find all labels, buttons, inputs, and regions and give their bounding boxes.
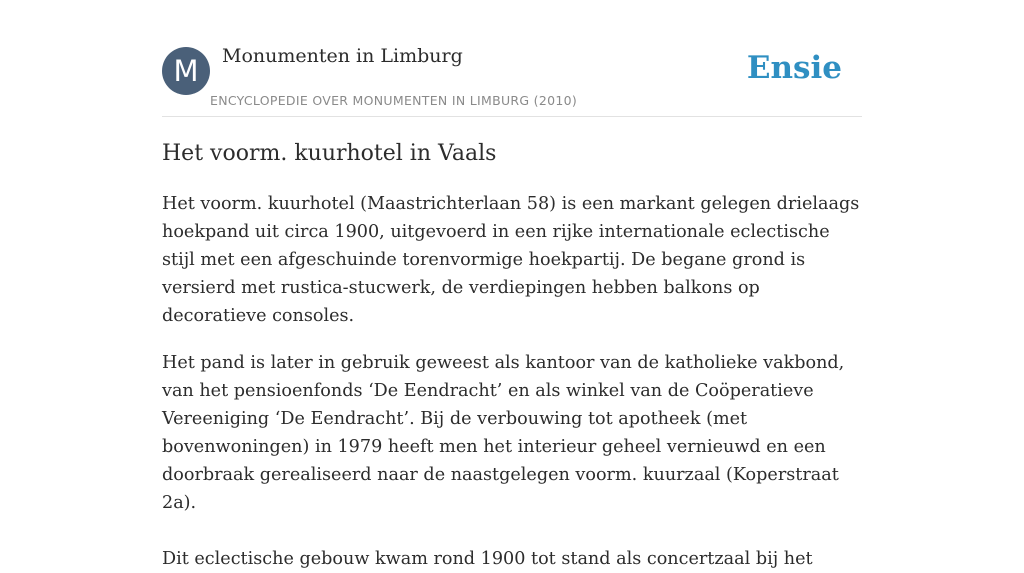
source-avatar[interactable]: M bbox=[162, 47, 210, 95]
source-header bbox=[162, 0, 862, 117]
ensie-logo[interactable]: Ensie bbox=[746, 50, 842, 86]
article-paragraph-1: Het voorm. kuurhotel (Maastrichterlaan 58) is een markant gelegen drielaags hoekpand uit circa 1900, uitgevoerd in een rijke internationale eclectische stijl met een afgeschuinde torenvormige hoekpartij. De begane grond is versierd met rustica-stucwerk, de verdiepingen hebben balkons op decoratieve consoles. bbox=[162, 194, 860, 326]
source-title-link[interactable]: Monumenten in Limburg bbox=[222, 45, 463, 67]
article-title: Het voorm. kuurhotel in Vaals bbox=[162, 141, 497, 166]
article-paragraph-3: Dit eclectische gebouw kwam rond 1900 tot stand als concertzaal bij het bbox=[162, 549, 813, 569]
article-paragraph-2: Het pand is later in gebruik geweest als kantoor van de katholieke vakbond, van het pensioenfonds ‘De Eendracht’ en als winkel van de Coöperatieve Vereeniging ‘De Eendracht’. Bij de verbouwing tot apotheek (met bovenwoningen) in 1979 heeft men het interieur geheel vernieuwd en een doorbraak gerealiseerd naar de naastgelegen voorm. kuurzaal (Koperstraat 2a). bbox=[162, 353, 845, 513]
source-subtitle: ENCYCLOPEDIE OVER MONUMENTEN IN LIMBURG (2010) bbox=[210, 93, 578, 108]
article bbox=[162, 138, 862, 573]
